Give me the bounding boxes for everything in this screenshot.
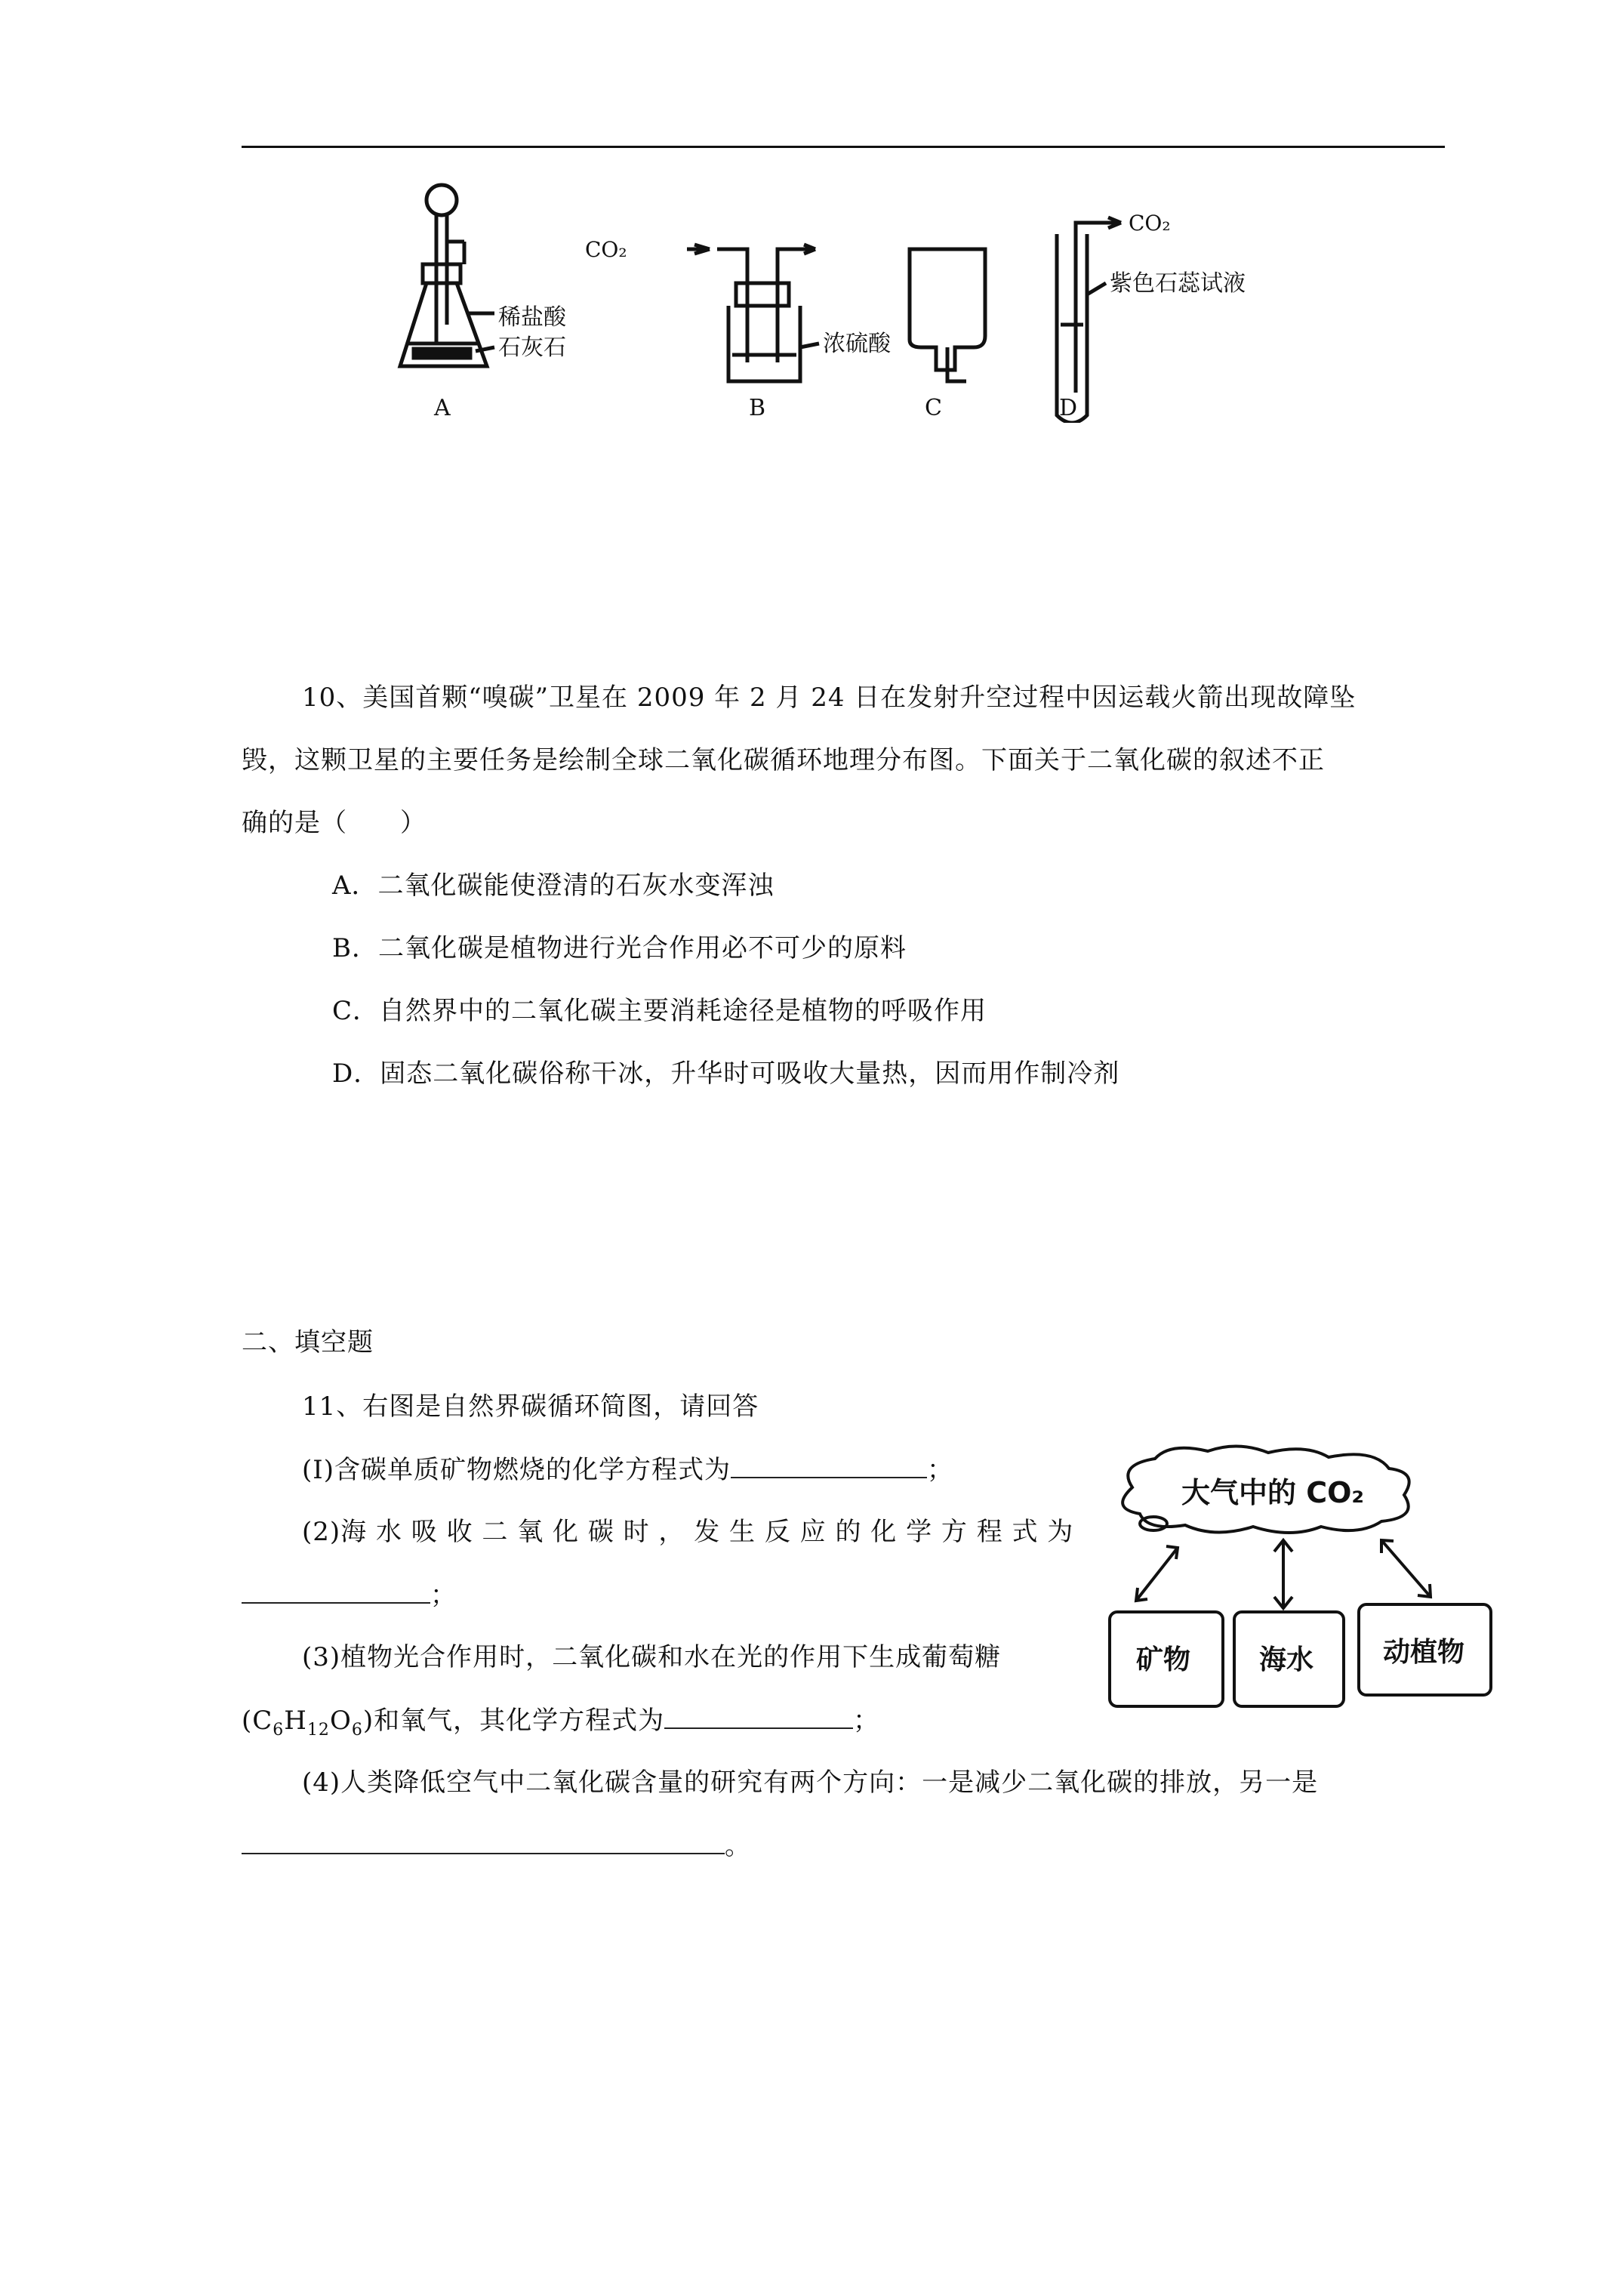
formula-o: O xyxy=(329,1706,352,1736)
section-title: 二、填空题 xyxy=(242,1327,374,1358)
q11-part3b-text: )和氧气，其化学方程式为 xyxy=(362,1706,665,1736)
cloud-label: 大气中的 CO₂ xyxy=(1181,1476,1365,1509)
q10-line2: 毁，这颗卫星的主要任务是绘制全球二氧化碳循环地理分布图。下面关于二氧化碳的叙述不正 xyxy=(242,745,1325,775)
q11-part4: (4)人类降低空气中二氧化碳含量的研究有两个方向：一是减少二氧化碳的排放，另一是 xyxy=(302,1767,1319,1798)
q11-part2-answer xyxy=(242,1579,457,1610)
d-co2-label: CO₂ xyxy=(1129,211,1171,236)
carbon-cycle-diagram xyxy=(1102,1442,1510,1714)
header-rule xyxy=(242,146,1445,148)
q10-line1: 10、美国首颗“嗅碳”卫星在 2009 年 2 月 24 日在发射升空过程中因运载火箭出现故障坠 xyxy=(302,683,1357,713)
a-label-acid: 稀盐酸 xyxy=(498,304,566,331)
a-letter: A xyxy=(434,395,451,421)
q10-option-a: A．二氧化碳能使澄清的石灰水变浑浊 xyxy=(332,871,775,901)
formula-sub6b: 6 xyxy=(351,1720,363,1740)
d-letter: D xyxy=(1059,395,1078,421)
q11-part4-period: 。 xyxy=(725,1831,751,1861)
formula-h: H xyxy=(284,1706,307,1736)
q10-option-c: C．自然界中的二氧化碳主要消耗途径是植物的呼吸作用 xyxy=(332,996,987,1026)
formula-sub12: 12 xyxy=(306,1720,330,1740)
arrow-seawater xyxy=(1274,1540,1292,1608)
answer-blank-3[interactable] xyxy=(664,1705,853,1729)
box-seawater-label: 海水 xyxy=(1259,1644,1314,1675)
c-letter: C xyxy=(925,395,942,421)
q11-part3b xyxy=(242,1705,879,1746)
q10-option-b: B．二氧化碳是植物进行光合作用必不可少的原料 xyxy=(332,933,907,963)
arrow-minerals xyxy=(1136,1546,1178,1601)
arrow-organisms xyxy=(1381,1540,1431,1597)
apparatus-b xyxy=(687,245,819,381)
q11-part4-answer xyxy=(242,1830,751,1861)
d-label-litmus: 紫色石蕊试液 xyxy=(1110,270,1246,297)
q10-option-d: D．固态二氧化碳俗称干冰，升华时可吸收大量热，因而用作制冷剂 xyxy=(332,1059,1120,1089)
b-co2-label: CO₂ xyxy=(585,237,627,262)
answer-blank-1[interactable] xyxy=(731,1454,927,1478)
apparatus-c xyxy=(910,249,985,381)
answer-blank-4[interactable] xyxy=(242,1830,725,1854)
q11-part3a: (3)植物光合作用时，二氧化碳和水在光的作用下生成葡萄糖 xyxy=(302,1642,1002,1672)
q10-line3: 确的是（ ） xyxy=(242,808,427,838)
formula-sub6: 6 xyxy=(273,1720,285,1740)
apparatus-d xyxy=(1057,217,1121,423)
b-letter: B xyxy=(749,395,766,421)
a-label-stone: 石灰石 xyxy=(498,334,566,361)
q11-part2: (2)海 水 吸 收 二 氧 化 碳 时 ， 发 生 反 应 的 化 学 方 程 式 为 xyxy=(302,1517,1074,1547)
q11-part1 xyxy=(302,1454,953,1485)
box-organisms-label: 动植物 xyxy=(1383,1637,1465,1668)
q11-part2-semicolon: ； xyxy=(430,1580,457,1610)
q11-part1-text: (I)含碳单质矿物燃烧的化学方程式为 xyxy=(302,1455,731,1485)
formula-c: (C xyxy=(242,1706,273,1736)
answer-blank-2[interactable] xyxy=(242,1579,430,1604)
b-label-acid: 浓硫酸 xyxy=(823,331,891,357)
apparatus-a xyxy=(400,185,494,366)
q11-part1-semicolon: ； xyxy=(926,1455,953,1485)
box-minerals-label: 矿物 xyxy=(1136,1644,1191,1675)
apparatus-figure xyxy=(393,174,1298,423)
q11-intro: 11、右图是自然界碳循环简图，请回答 xyxy=(302,1391,759,1422)
q11-part3-semicolon: ； xyxy=(853,1706,880,1736)
